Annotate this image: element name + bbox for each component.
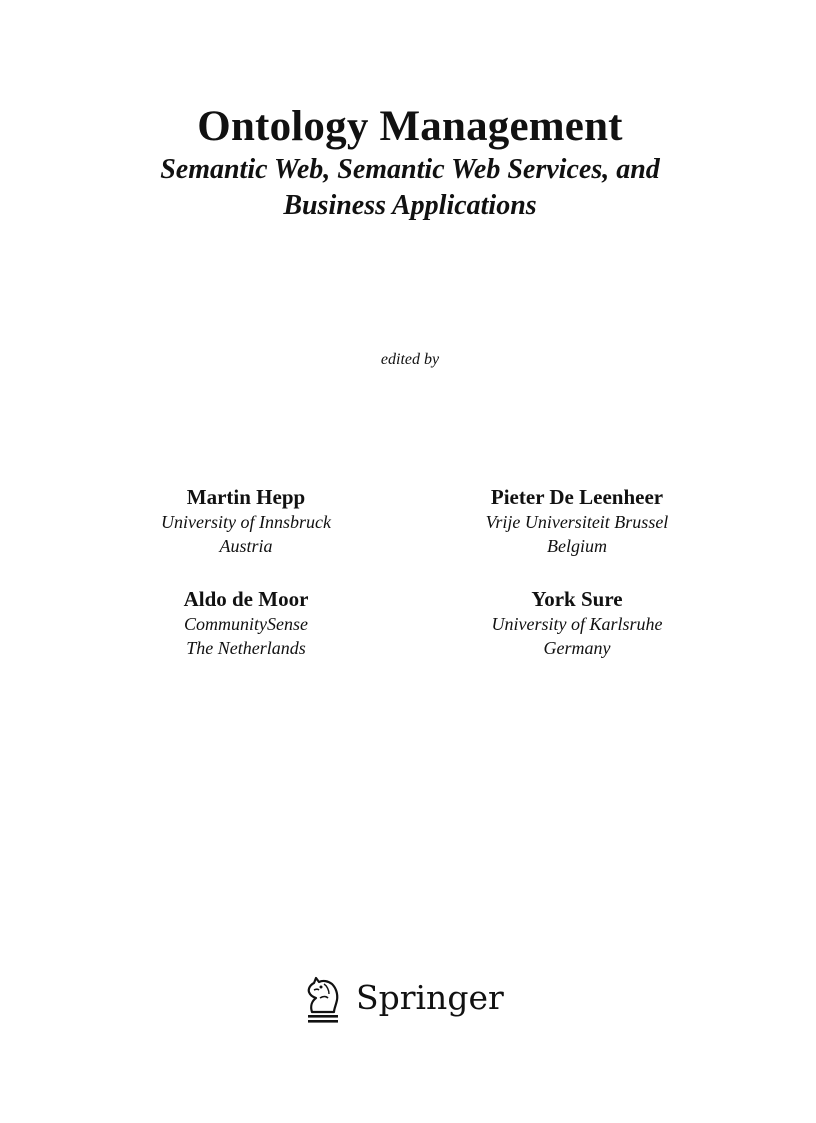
book-subtitle (0, 152, 816, 224)
subtitle-line-1: Semantic Web, Semantic Web Services, and (160, 154, 660, 185)
editor-country: The Netherlands (186, 638, 306, 658)
editor-country: Belgium (547, 536, 607, 556)
editor-name: York Sure (531, 587, 623, 611)
editor-name: Pieter De Leenheer (490, 485, 664, 509)
editor-affiliation: University of Innsbruck (161, 512, 331, 532)
editor-country: Austria (219, 536, 273, 556)
publisher-name: Springer (356, 978, 504, 1017)
springer-horse-icon (298, 972, 348, 1026)
editor-affiliation: CommunitySense (184, 614, 308, 634)
editor-block (96, 586, 396, 660)
editor-name: Aldo de Moor (183, 587, 309, 611)
book-title: Ontology Management (197, 103, 623, 150)
editor-block (427, 586, 727, 660)
editor-affiliation: University of Karlsruhe (491, 614, 663, 634)
editor-block (427, 484, 727, 558)
publisher-mark (298, 972, 538, 1028)
editor-block (96, 484, 396, 558)
edited-by-label: edited by (380, 351, 440, 368)
editor-country: Germany (543, 638, 611, 658)
subtitle-line-2: Business Applications (283, 190, 537, 221)
editor-affiliation: Vrije Universiteit Brussel (485, 512, 669, 532)
editor-name: Martin Hepp (186, 485, 306, 509)
